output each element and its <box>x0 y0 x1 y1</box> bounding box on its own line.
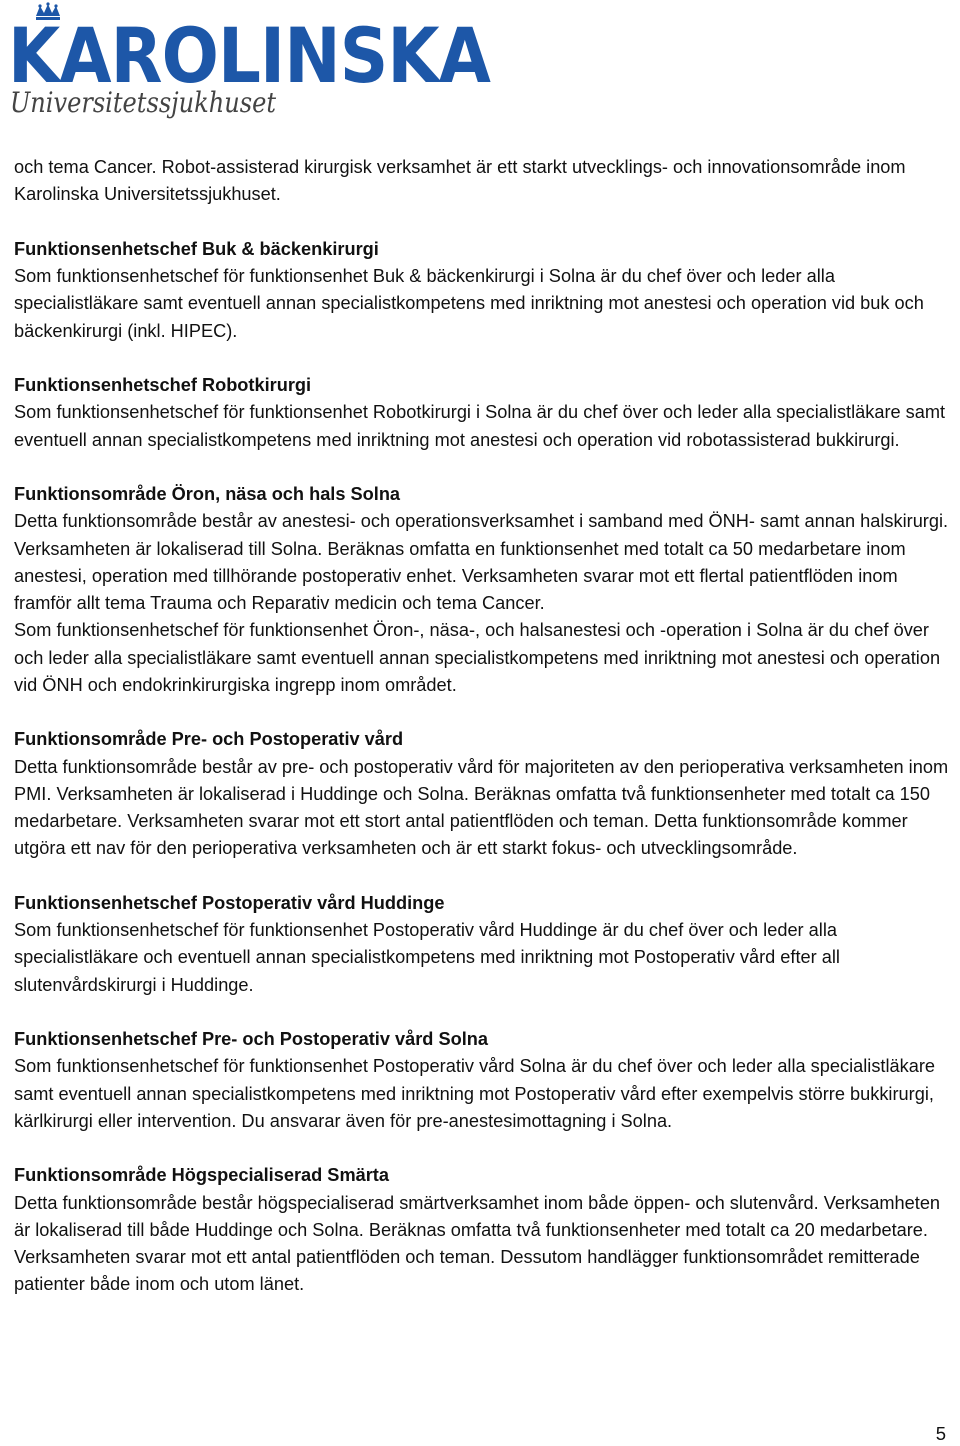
section-heading: Funktionsenhetschef Postoperativ vård Huddinge <box>14 892 445 913</box>
section-paragraph: Som funktionsenhetschef för funktionsenhet Postoperativ vård Huddinge är du chef över och leder alla specialistläkare och eventuell annan specialistkompetens med inriktning mot Postoperativ vård efter all slutenvårdskirurgi i Huddinge. <box>14 920 840 995</box>
section-heading: Funktionsområde Öron, näsa och hals Solna <box>14 484 401 504</box>
section-heading: Funktionsenhetschef Robotkirurgi <box>14 375 312 395</box>
section-heading: Funktionsområde Högspecialiserad Smärta <box>14 1165 389 1186</box>
section-oron-nasa-hals <box>14 481 954 699</box>
section-paragraph: Som funktionsenhetschef för funktionsenhet Robotkirurgi i Solna är du chef över och leder alla specialistläkare samt eventuell annan specialistkompetens med inriktning mot anestesi och operation vid robotassisterad bukkirurgi. <box>14 402 946 450</box>
section-paragraph: Detta funktionsområde består av anestesi- och operationsverksamhet i samband med ÖNH- samt annan halskirurgi. Verksamheten är lokaliserad till Solna. Beräknas omfatta en funktionsenhet med totalt ca 50 medarbetare inom anestesi, operation med tillhörande postoperativ enhet. Verksamheten svarar mot ett flertal patientflöden inom framför allt tema Trauma och Reparativ medicin och tema Cancer. <box>14 511 949 613</box>
page-number: 5 <box>935 1423 946 1444</box>
section-paragraph: Som funktionsenhetschef för funktionsenhet Buk & bäckenkirurgi i Solna är du chef över och leder alla specialistläkare samt eventuell annan specialistkompetens med inriktning mot anestesi och operation vid buk och bäckenkirurgi (inkl. HIPEC). <box>14 266 924 341</box>
logo-wordmark: KAROLINSKA <box>8 11 492 100</box>
section-heading: Funktionsområde Pre- och Postoperativ vård <box>14 729 404 750</box>
section-paragraph: Detta funktionsområde består av pre- och postoperativ vård för majoriteten av den perioperativa verksamheten inom PMI. Verksamheten är lokaliserad i Huddinge och Solna. Beräknas omfatta två funktionsenheter med totalt ca 150 medarbetare. Verksamheten svarar mot ett stort antal patientflöden och teman. Detta funktionsområde kommer utgöra ett nav för den perioperativa verksamheten och är ett starkt fokus- och utvecklingsområde. <box>14 756 949 859</box>
section-pre-postoperativ-solna <box>14 1026 954 1135</box>
section-heading: Funktionsenhetschef Pre- och Postoperativ vård Solna <box>14 1029 488 1049</box>
section-paragraph: Som funktionsenhetschef för funktionsenhet Postoperativ vård Solna är du chef över och leder alla specialistläkare samt eventuell annan specialistkompetens med inriktning mot Postoperativ vård efter exempelvis större bukkirurgi, kärlkirurgi eller intervention. Du ansvarar även för pre-anestesimottagning i Solna. <box>14 1056 936 1131</box>
section-robotkirurgi <box>14 372 954 454</box>
section-paragraph: Som funktionsenhetschef för funktionsenhet Öron-, näsa-, och halsanestesi och -operation i Solna är du chef över och leder alla specialistläkare samt eventuell annan specialistkompetens med inriktning mot anestesi och operation vid ÖNH och endokrinkirurgiska ingrepp inom området. <box>14 620 941 695</box>
section-paragraph: Detta funktionsområde består högspecialiserad smärtverksamhet inom både öppen- och slutenvård. Verksamheten är lokaliserad till både Huddinge och Solna. Beräknas omfatta två funktionsenheter med totalt ca 20 medarbetare. Verksamheten svarar mot ett antal patientflöden och teman. Dessutom handlägger funktionsområdet remitterade patienter både inom och utom länet. <box>14 1192 941 1295</box>
section-hogspecialiserad-smarta <box>14 1162 954 1298</box>
document-body <box>14 154 954 1326</box>
karolinska-logo <box>6 2 496 120</box>
section-pre-postoperativ-vard <box>14 726 954 862</box>
section-postoperativ-huddinge <box>14 890 954 999</box>
intro-paragraph: och tema Cancer. Robot-assisterad kirurgisk verksamhet är ett starkt utvecklings- och innovationsområde inom Karolinska Universitetssjukhuset. <box>14 157 906 205</box>
logo-subtitle: Universitetssjukhuset <box>10 86 277 119</box>
section-buk-backenkirurgi <box>14 236 954 345</box>
section-heading: Funktionsenhetschef Buk & bäckenkirurgi <box>14 238 379 259</box>
karolinska-logo-graphic <box>6 2 496 120</box>
